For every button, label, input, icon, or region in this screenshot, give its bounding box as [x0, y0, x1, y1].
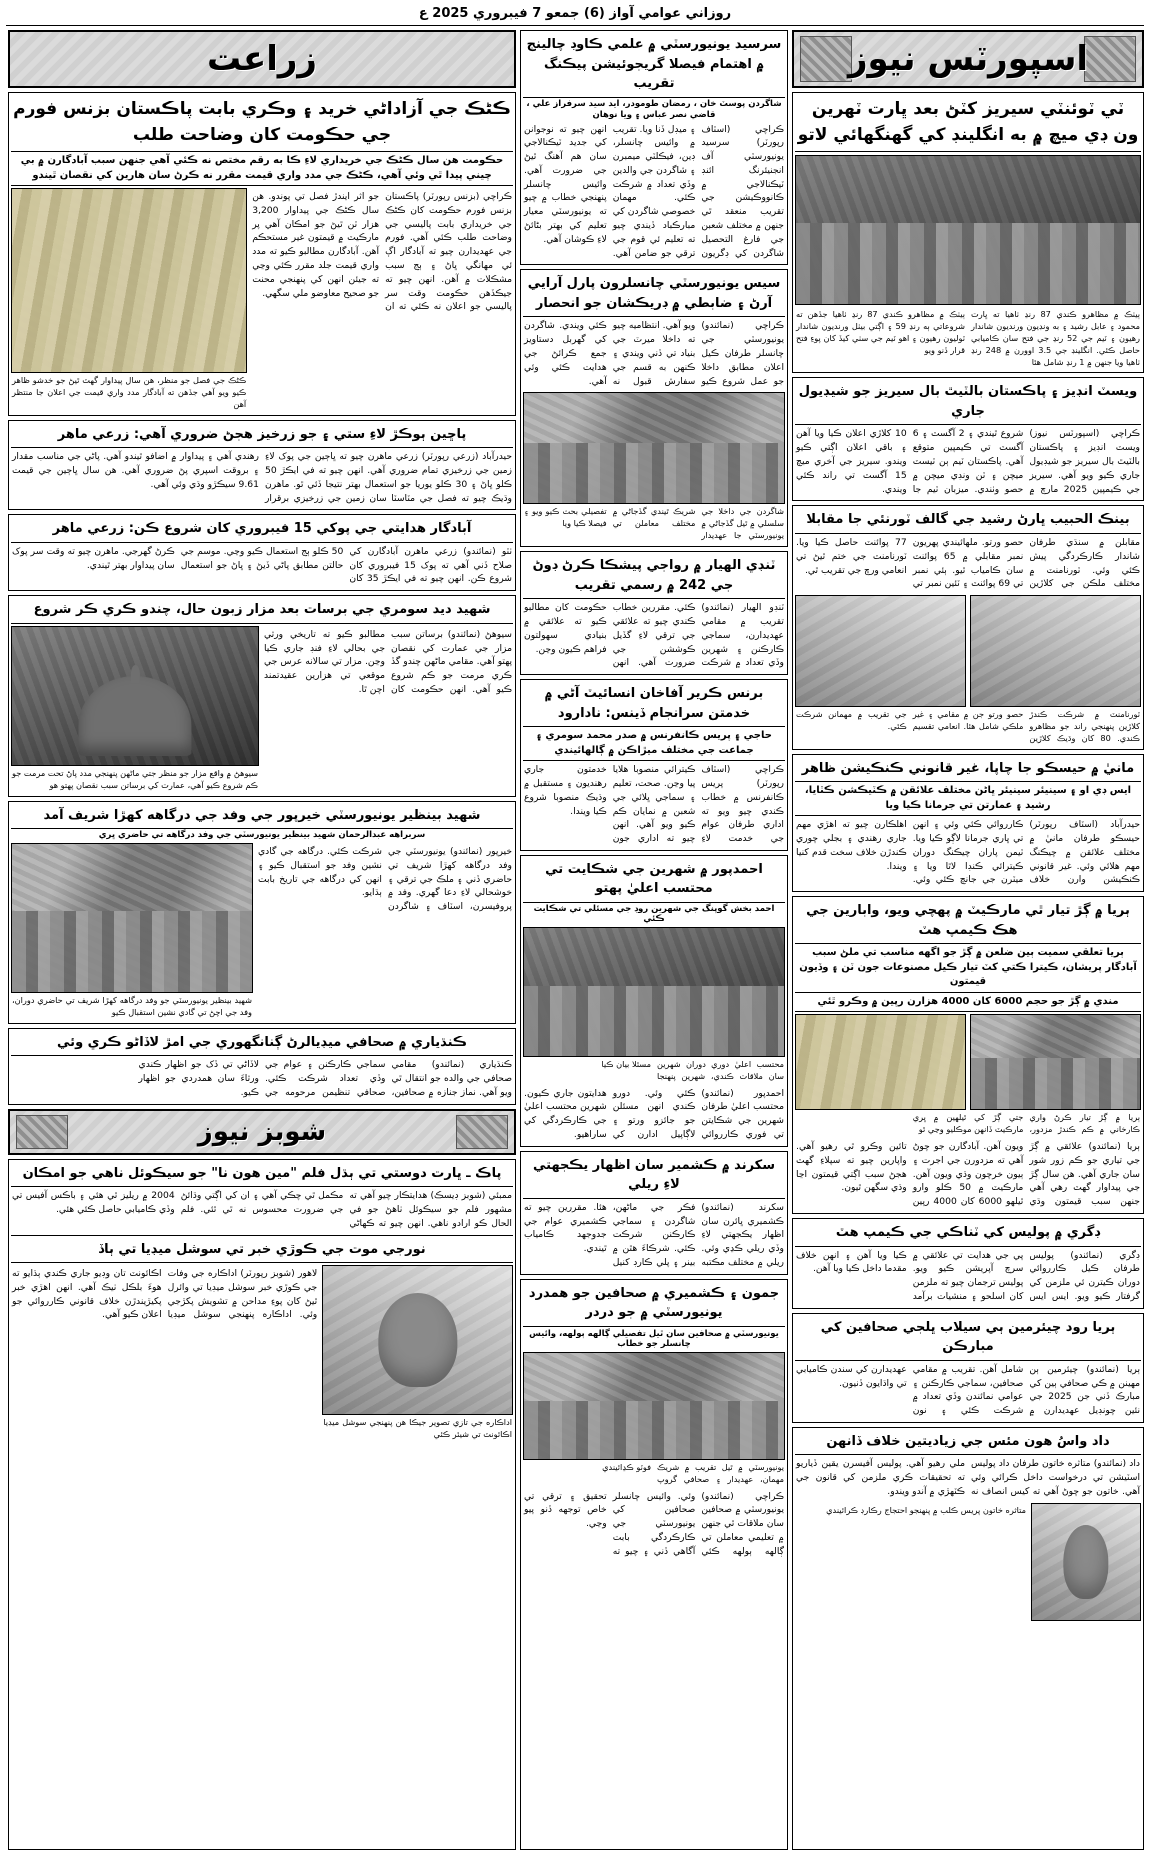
sowing-body: ٺٽو (نمائندو) زرعي ماهرن آبادگارن کي صلاح ڏني آهي ته پوک 15 فيبروري کان شروع ڪن. انهن چيو ته في ايڪڙ 35 کان 50 ڪلو ٻج استعمال ڪيو وڃي. موسم جي حالتن مطابق پاڻي ڏيڻ ۽ ڀاڻ جو استعمال ڪرڻ گهرجي. ماهرن چيو ته وقت سر پوک سان پيداوار بهتر ٿيندي.: [12, 545, 512, 585]
degri-police-article: [792, 1218, 1144, 1309]
ombudsman-article: [520, 855, 788, 1147]
hesco-subhead: ايس ڊي او ۽ سينيئر سينيئر ڀاڻن مختلف علائقن ۾ ڪٽيڪشن ڪٽايا، رشيد ۽ عمارتن تي جرمانا ڪيا ويا: [795, 782, 1141, 816]
sports-series-article: [792, 377, 1144, 501]
hesco-article: [792, 754, 1144, 892]
jaggery-caption: ٻريا ۾ ڳڙ تيار ڪرڻ واري ڪارخاني ۾ ڪم ڪندڙ مزدور، جتي ڳڙ کي ٿيلهين ۾ ڀري مارڪيٽ ڏانهن موڪليو وڃي ٿو: [912, 1112, 1140, 1135]
sports-lead-article: [792, 92, 1144, 373]
photo-figures: [796, 223, 1140, 304]
dome-shape: [78, 676, 191, 756]
sirsyed-byline: شاگردن پوسٽ خان ، رمضان طومودر، ايد سيد سرفراز علي ، قاضي نصر عباس ۽ ويا نوهان: [526, 98, 782, 120]
hamdard-byline: يونيورسٽي ۾ صحافين سان ٿيل تفصيلي ڳالهه ٻولهه، وائيس چانسلر جو خطاب: [529, 1328, 779, 1349]
woman-portrait-photo: [1031, 1503, 1141, 1621]
golf-body: مقابلن ۾ سنڌي طرفان شاندار ڪارڪردگي پيش ڪئي وئي. ٽورنامنٽ ۾ مختلف ملڪن جي کلاڙين حصو ورتو. ملهائيندي پهريون نمبر مقابلي ۾ 65 پوائنٽ سان ڪامياب ٿيو. ٻئي نمبر تي 69 پوائنٽ ۽ ٽئين نمبر تي 77 پوائنٽ حاصل ڪيا ويا. ٽورنامنٽ جي ختم ٿيڻ تي انعامي ورڇ جي تقريب ٿي.: [796, 536, 1140, 590]
showbiz-ornament-right: [456, 1115, 508, 1149]
golf-photo-right: [795, 595, 966, 707]
showbiz-section: [8, 1159, 516, 1850]
burns-road-headline: برنس ڪرير آفاخان انسائيٽ آڻي ۾ خدمتن سرانجام ڏينس: نادارود: [523, 682, 785, 727]
golf-headline: بينڪ الحبيب ڀارڻ رشيد جي گالف ٽورنئي جا مقابلا: [795, 508, 1141, 534]
admission-article: [520, 269, 788, 547]
vegetables-body: حيدرآباد (زرعي رپورٽر) زرعي ماهرن چيو ته ڀاڄين جي پوک لاءِ زمين جي زرخيزي تمام ضروري آهي. انهن چيو ته في ايڪڙ 50 ڪلو ڀاڻ ۽ 30 ڪلو يوريا جو استعمال بهتر نتيجا ڏئي ٿو. ماهرن وڌيڪ چيو ته فصل جي مٽاسٽا سان زمين جي زرخيزي برقرار رهندي آهي ۽ پيداوار ۾ اضافو ٿيندو آهي. پاڻي جي مناسب مقدار ۽ بروقت اسپري پڻ ضروري آهي. هن سال ڀاڄين جي قيمت 9.61 سيڪڙو وڌي وئي آهي.: [12, 451, 512, 504]
ombudsman-photo-figures: [524, 986, 784, 1056]
kashmir-rally-article: [520, 1151, 788, 1275]
jaggery-body: ٻريا (نمائندو) علائقي ۾ ڳڙ جي تياري جو ڪم زور شور سان جاري آهي. هن سال ڳڙ جي پيداوار گهٽ رهي آهي جنهن سبب قيمتون وڌي ويون آهن. آبادگارن جو چوڻ آهي ته مزدورن جي اجرت ۽ ٻيون خرچون وڌي ويون آهن. مارڪيٽ ۾ 50 ڪلو وارو ٿيلهو 6000 کان 4000 رپين تائين وڪرو ٿي رهيو آهي. واپارين چيو ته سپلاءِ گهٽ هجڻ سبب اڳتي قيمتون اڃا وڌي سگهن ٿيون.: [796, 1141, 1140, 1208]
sports-banner-title: اسپورٽس نيوز: [847, 39, 1089, 79]
delegation-byline: سربراهه عبدالرحمان شهيد بينظير يونيورسٽي جي وفد درگاهه تي حاضري ڀري: [98, 830, 426, 841]
wheat-texture: [12, 189, 246, 372]
sports-lead-caption-left: ٻيٺڪ ۾ مظاهرو ڪندي 87 رنڍ ٺاهيا ته ڀارت محمود ۽ عابل رشيد ۽ به ونڊيون ورنديون شاندار رهيون ۽ ٽيم جي 52 رنڍ جي فتح سان ڪاميابي حاصل ڪئي. انگلينڊ جي 3.5 اوورن ۾ 248 رنڍ ٺاهيا ويا جنهن ۾ 1 رنڍ شامل هئا: [971, 309, 1140, 367]
group-photo-figures: [524, 1401, 784, 1459]
obituary-article: [8, 1028, 516, 1105]
page-columns: [6, 30, 1144, 1850]
tando-allahyar-headline: ٽنڊي الهيار ۾ رواجي پيشڪا ڪرڻ ڊوڻ جي 242 ۾ رسمي تقريب: [523, 554, 785, 599]
agriculture-column: [8, 30, 516, 1850]
meeting-photo-figures: [524, 443, 784, 504]
burns-road-subhead: حاجي ۽ پريس ڪانفرنس ۾ صدر محمد سومري ۽ جماعت جي مختلف ميڙاڪن ۾ ڳالهائيندي: [523, 727, 785, 761]
delegation-photo: [11, 843, 253, 993]
meeting-caption: شاگردن جي داخلا جي سلسلي ۾ ٿيل گڏجاڻي ۾ يونيورسٽي جا عهديدار شريڪ ٿيندي گڏجاڻي ۾ مختلف معاملن تي تفصيلي بحث ڪيو ويو ۽ فيصلا ڪيا ويا: [524, 506, 784, 541]
golf-photo-left: [970, 595, 1141, 707]
shrine-photo: [11, 626, 259, 766]
jaggery-photo-figures: [971, 1058, 1140, 1110]
sports-series-headline: ويسٽ انڊيز ۽ پاڪستان بالٽيٿ بال سيريز جو شيڊيول جاري: [795, 380, 1141, 425]
showbiz-rumour-headline: نورجي موت جي ڪوڙي خبر تي سوشل ميڊيا تي ٻاڏ: [11, 1238, 513, 1264]
masthead: روزاني عوامي آواز (6) جمعو 7 فيبروري 2025 ع: [6, 4, 1144, 26]
showbiz-film-headline: پاڪ ـ ڀارت دوستي تي ٻڌل فلم "مين هون نا" جو سيڪوئل ناهي جو امڪان: [11, 1162, 513, 1188]
burns-road-article: [520, 679, 788, 851]
delegation-caption: شهيد بينظير يونيورسٽي جو وفد درگاهه کهڙا شريف تي حاضري دوران، وفد جي اچڻ تي گادي نشين استقبال ڪيو: [12, 995, 252, 1017]
delegation-headline: شهيد بينظير يونيورسٽي خيرپور جي وفد جي درگاهه کهڙا شريف آمد: [11, 804, 513, 830]
tando-allahyar-body: ٽنڊو الهيار (نمائندو) تقريب ۾ مقامي عهديدارن، سماجي ڪارڪنن ۽ شهرين وڏي تعداد ۾ شرڪت ڪئي. مقررين خطاب ڪندي چيو ته علائقي جي ترقي لاءِ گڏيل ڪوششن جي ضرورت آهي. انهن حڪومت کان مطالبو ڪيو ته علائقي ۾ بنيادي سهولتون فراهم ڪيون وڃن.: [524, 602, 784, 669]
obituary-body: ڪنڌياري (نمائندو) مقامي صحافي جي والده جو انتقال ٿي ويو آهي. نماز جنازه ۾ صحافين، سماجي ڪارڪنن ۽ عوام جي وڏي تعداد شرڪت ڪئي. صحافي تنظيمن مرحومه جي لاڏاڻي تي ڏک جو اظهار ڪندي ورثاءَ سان همدردي جو اظهار ڪيو.: [138, 1059, 512, 1098]
showbiz-rumour-body: لاهور (شوبز رپورٽر) اداڪاره جي وفات جي ڪوڙي خبر سوشل ميڊيا تي وائرل ٿيڻ کان پوءِ مداحن ۾ تشويش پکڙجي وئي. اداڪاره پنهنجي سوشل ميڊيا اڪائونٽ تان وڊيو جاري ڪندي ٻڌايو ته هوءَ بلڪل ٺيڪ آهي. انهن اهڙي خبر پکيڙيندڙن خلاف قانوني ڪارروائي جو اعلان ڪيو آهي.: [12, 1268, 318, 1321]
hamdard-university-article: [520, 1279, 788, 1850]
hesco-headline: مانيٰ ۾ حيسڪو جا چاپا، غير قانوني ڪنڪيشن ظاهر: [795, 757, 1141, 783]
journalists-body: ٻريا (نمائندو) چيئرمين ٻن مهينن ۾ ڪي صحافي ٻين کي مبارڪ ڏني جن 2025 جي نئين چونڊيل عهديدارن ۾ شامل آهن. تقريب ۾ مقامي صحافين، سماجي ڪارڪنن ۽ عوامي نمائندن وڏي تعداد ۾ شرڪت ڪئي ۽ نون عهديدارن کي سندن ڪاميابي تي واڌايون ڏنيون.: [796, 1363, 1140, 1417]
jaggery-photo-right: [795, 1014, 966, 1110]
complaint-caption: متاثره خاتون پريس ڪلب ۾ پنهنجو احتجاج رڪارڊ ڪرائيندي: [826, 1504, 1026, 1515]
agriculture-banner-title: زراعت: [206, 39, 318, 79]
admission-body: ڪراچي (نمائندو) يونيورسٽي جي چانسلر طرفان ڪيل اعلان مطابق داخلا جو عمل شروع ڪيو ويو آهي. انتظاميه چيو ته داخلا ميرٽ جي بنياد تي ڏني ويندي ۽ ڪنهن به قسم جي سفارش قبول نه ڪئي ويندي. شاگردن کي گهربل دستاويز جمع ڪرائڻ جي هدايت ڪئي وئي آهي.: [524, 320, 784, 387]
actress-photo: [322, 1265, 513, 1415]
ombudsman-caption: محتسب اعليٰ دوري دوران شهرين سان ملاقات ڪندي، شهرين پنهنجا مسئلا بيان ڪيا: [601, 1058, 784, 1081]
showbiz-banner-title: شوبز نيوز: [197, 1116, 327, 1147]
complaint-body: داد (نمائندو) متاثره خاتون طرفان داد پوليس اسٽيشن تي درخواست داخل ڪرائي وئي آهي. خاتون جو چوڻ آهي ته کيس انصاف نه ملي رهيو آهي. پوليس آفيسرن يقين ڏياريو ته تحقيقات ڪري ملزمن کي قانون جي ڪٽهڙي ۾ آندو ويندو.: [796, 1458, 1140, 1498]
delegation-body: خيرپور (نمائندو) يونيورسٽي جي وفد درگاهه کهڙا شريف تي حاضري ڏني ۽ ملڪ جي ترقي ۽ خوشحالي لاءِ دعا گهري. وفد ۾ پروفيسرن، اسٽاف ۽ شاگردن شرڪت ڪئي. درگاهه جي گادي نشين وفد جو استقبال ڪيو ۽ انهن کي درگاهه جي تاريخ بابت ٻڌايو.: [257, 846, 512, 913]
showbiz-film-body: ممبئي (شوبز ڊيسڪ) هدايتڪار چيو آهي ته مشهور فلم جو سيڪوئل ٺاهڻ جو في الحال ڪو ارادو ناهي. انهن چيو ته ڪهاڻي مڪمل ٿي چڪي آهي ۽ ان کي اڳتي وڌائڻ جي ضرورت محسوس نه ٿي ٿئي. فلم 2004 ۾ ريليز ٿي هئي ۽ باڪس آفيس تي وڏي ڪاميابي حاصل ڪئي هئي.: [12, 1190, 512, 1229]
complaint-headline: داد واسُ هون مئس جي زياديتين خلاف ڏانهن: [795, 1430, 1141, 1456]
complaint-article: [792, 1427, 1144, 1850]
wheat-field-photo: [11, 188, 247, 373]
sports-lead-caption-right: ٻيٺڪ ۾ مظاهرو ڪندي 87 رنڍ ٺاهيا جڏهن ته شروعاتي ٻه رنڍ 59 ۽ اڳتي بيٺل ورنديون شاندار ٽوليون رهيون ۽ اهو ٽيم جي سٺي کيڏ کان پوءِ فتح قرار ڏنو ويو: [796, 309, 965, 355]
shrine-body: سيوهڻ (نمائندو) برساتن سبب مزار جي عمارت کي نقصان پهتو آهي. مقامي ماڻهن چندو گڏ ڪري مرمت جو ڪم شروع ڪيو آهي. انهن حڪومت کان مطالبو ڪيو ته تاريخي ورثي جي بحالي لاءِ فنڊ جاري ڪيا وڃن. مزار تي سالانه عرس جي موقعي تي هزارين عقيدتمند اچن ٿا.: [264, 628, 512, 695]
shrine-article: [8, 595, 516, 796]
jaggery-headline: ٻريا ۾ ڳڙ تيار ٿي مارڪيٽ ۾ پهچي ويو، وابارين جي هڪ ڪيمپ هٽ: [795, 899, 1141, 944]
jaggery-subhead-2: مندي ۾ ڳڙ جو حجم 6000 کان 4000 هزارن رپين ۾ وڪرو ٿئي: [795, 993, 1141, 1013]
ombudsman-byline: احمد بخش گوپنگ جي شهرين روڊ جي مسئلي تي شڪايت ڪئي: [533, 903, 775, 924]
jaggery-photo-left: [970, 1014, 1141, 1110]
journalists-headline: ٻريا رود چيئرمين ٻي سيلاب ڀلجي صحافين کي مبارڪن: [795, 1316, 1141, 1361]
delegation-article: [8, 801, 516, 1024]
sirsyed-headline: سرسيد يونيورسٽي ۾ علمي ڪاوڊ چالينج ۾ اهتمام فيصلا گريجوئيشن پيڪنگ تقريب: [523, 33, 785, 98]
meeting-photo: [523, 392, 785, 504]
portrait-shape: [1063, 1525, 1108, 1599]
middle-column: [520, 30, 788, 1850]
wheat-headline: ڪڻڪ جي آزاداڻي خريد ۽ وڪري بابت پاڪستان بزنس فورم جي حڪومت کان وضاحت طلب: [11, 95, 513, 152]
golf-caption: ٽورنامنٽ ۾ شرڪت ڪندڙ کلاڙين پنهنجي راند جو مظاهرو ڪندي. 80 کان وڌيڪ کلاڙين حصو ورتو جن ۾ مقامي ۽ غير ملڪي شامل هئا. انعامي تقسيم جي تقريب ۾ مهمانن شرڪت ڪئي.: [796, 709, 1140, 743]
sowing-headline: آبادگار هدايتي جي پوکي 15 فيبروري کان شروع ڪن: زرعي ماهر: [11, 517, 513, 543]
sports-series-body: ڪراچي (اسپورٽس نيوز) ويسٽ انڊيز ۽ پاڪستان بالٽيٿ بال سيريز جو شيڊيول جاري ڪيو ويو آهي. سيريز جي ڪيمپين 2025 مارچ ۾ شروع ٿيندي ۽ 2 آگسٽ ۽ 6 آگسٽ تي ڪيمپين متوقع آهي. پاڪستان ٽيم ٻن ٽيسٽ ميچن ۽ ٽن ونڊي ميچن ۾ حصو وٺندي. ميزبان ٽيم جا 10 کلاڙي اعلان ڪيا ويا آهن ۽ باقي اعلان اڳتي ڪيو ويندو. سيريز جي آخري ميچ 15 آگسٽ تي راند ڪئي ويندي.: [796, 428, 1141, 495]
tando-allahyar-article: [520, 551, 788, 675]
wheat-caption: ڪڻڪ جي فصل جو منظر، هن سال پيداوار گهٽ ٿيڻ جو خدشو ظاهر ڪيو ويو آهي جڏهن ته آبادگار مدد واري قيمت جي اعلان جا منتظر آهن: [12, 375, 247, 409]
vegetables-headline: پاڇين ٻوڪڙ لاءِ ستي ۽ جو زرخيز هجڻ ضروري آهي: زرعي ماهر: [11, 423, 513, 449]
hesco-body: حيدرآباد (اسٽاف رپورٽر) حيسڪو طرفان مانيٰ ۾ مختلف علائقن ۾ چيڪنگ مهم هلائي وئي. غير قانوني ڪنڪيشن وارن خلاف ڪارروائي ڪئي وئي ۽ انهن تي ڀاري جرمانا لاڳو ڪيا ويا. ٽيمن پاران چيڪنگ دوران ڪيترائي ڪنڊا لاٿا ويا ۽ ميٽرن جي جانچ ڪئي وئي. اهلڪارن چيو ته اهڙي مهم جاري رهندي ۽ بجلي چوري ڪندڙن خلاف سخت قدم کنيا ويندا.: [796, 819, 1140, 886]
cricket-photo: [795, 155, 1141, 305]
sports-column: [792, 30, 1144, 1850]
kashmir-rally-headline: سکرند ۾ ڪشمير سان اظهار يڪجهتي لاءِ ريلي: [523, 1154, 785, 1199]
agriculture-banner: [8, 30, 516, 88]
sports-lead-headline: ٽي ٽوئنٽي سيريز کٽڻ بعد ڀارت ٽهرين ون ڊي ميچ ۾ به انگلينڊ کي گهنگهائي لاتو: [795, 95, 1141, 152]
group-photo: [523, 1352, 785, 1460]
hamdard-body: ڪراچي (نمائندو) يونيورسٽي ۾ صحافين سان ملاقات ٿي جنهن ۾ تعليمي معاملن تي ڳالهه ٻولهه ڪئي وئي. وائيس چانسلر صحافين کي يونيورسٽي جي ڪارڪردگي بابت آگاهي ڏني ۽ چيو ته تحقيق ۽ ترقي تي خاص توجهه ڏنو پيو وڃي.: [524, 1490, 784, 1557]
jaggery-article: [792, 896, 1144, 1214]
obituary-headline: ڪنڌياري ۾ صحافي ميڊيالرڻ ڳنانگهوري جي امڙ لاڏاڻو ڪري وئي: [11, 1031, 513, 1057]
ombudsman-headline: احمدپور ۾ شهرين جي شڪايت تي محتسب اعليٰ پهتو: [523, 858, 785, 903]
degri-police-headline: ڊگري ۾ پوليس کي ٽناڪي جي ڪيمپ هٽ: [795, 1221, 1141, 1247]
wheat-body: ڪراچي (بزنس رپورٽر) پاڪستان بزنس فورم حڪومت کان ڪڻڪ جي خريداري بابت پاليسي جي وضاحت طلب ڪئي آهي. فورم جي عهديدارن چيو ته آبادگار اڳ ئي مهانگي ڀاڻ ۽ ٻج سبب مشڪلات ۾ آهن. انهن چيو ته جيڪڏهن حڪومت وقت سر پاليسي جو اعلان نه ڪئي ته ان جو اثر ايندڙ فصل تي پوندو. هن سال ڪڻڪ جي پيداوار 3,200 هزار ٽن ٿيڻ جو امڪان آهي پر مارڪيٽ ۾ قيمتون غير مستحڪم آهن. آبادگارن مطالبو ڪيو ته مدد واري قيمت جلد مقرر ڪئي وڃي ته جيئن انهن کي پنهنجي محنت جو صحيح معاوضو ملي سگهي.: [252, 191, 512, 313]
actress-portrait-shape: [378, 1293, 457, 1388]
jaggery-subhead: ٻريا تعلقي سميت ٻين ضلعن ۾ ڳڙ جو اگهه مناسب تي ملڻ سبب آبادگار پريشان، ڪيترا ڪتي کٽ تيار ڪيل مصنوعات جون ٽن ۽ وڏيون قيمتون: [795, 944, 1141, 993]
sowing-article: [8, 514, 516, 591]
actress-caption: اداڪاره جي تازي تصوير جيڪا هن پنهنجي سوشل ميڊيا اڪائونٽ تي شيئر ڪئي: [323, 1417, 512, 1439]
shrine-caption: سيوهڻ ۾ واقع مزار جو منظر جتي ماڻهن پنهنجي مدد پاڻ تحت مرمت جو ڪم شروع ڪيو آهي، عمارت کي برساتن سبب نقصان پهتو هو: [12, 767, 258, 790]
showbiz-divider: [11, 1235, 513, 1236]
golf-article: [792, 505, 1144, 749]
showbiz-ornament-left: [16, 1115, 68, 1149]
group-photo-caption: يونيورسٽي ۾ ٿيل تقريب ۾ شريڪ مهمان، عهديدار ۽ صحافي گروپ فوٽو ڪڍائيندي: [602, 1461, 784, 1484]
journalists-article: [792, 1313, 1144, 1423]
hamdard-headline: جمون ۽ ڪشميري ۾ صحافين جو همدرد يونيورسٽي ۾ جو دردر: [523, 1282, 785, 1327]
admission-headline: سيس يونيورسٽي چانسلرون پارل آرايي آرڻ ۽ ضابطي ۾ ڊريڪشان جو انحصار: [523, 272, 785, 317]
degri-police-body: ڊگري (نمائندو) پوليس طرفان ڪيل ڪارروائي دوران ڪيترن ئي ملزمن کي گرفتار ڪيو ويو. ايس ايس پي جي هدايت تي علائقي ۾ سرچ آپريشن ڪيو ويو. پوليس ترجمان چيو ته ملزمن کان اسلحو ۽ منشيات برآمد ڪيا ويا آهن ۽ انهن خلاف مقدما داخل ڪيا ويا آهن.: [796, 1249, 1140, 1302]
sports-banner: [792, 30, 1144, 88]
sirsyed-article: [520, 30, 788, 265]
delegation-photo-figures: [12, 911, 252, 992]
kashmir-rally-body: سکرند (نمائندو) ڪشميري ڀائرن سان اظهار يڪجهتي لاءِ وڏي ريلي ڪڍي وئي. ريلي ۾ مختلف مڪتبه فڪر جي ماڻهن، شاگردن ۽ سماجي ڪارڪنن شرڪت ڪئي. شرڪاءَ هٿن ۾ بينر ۽ پلي ڪارڊ کنيل هئا. مقررين چيو ته ڪشميري عوام جي جدوجهد ڪامياب ٿيندي.: [524, 1201, 784, 1269]
shrine-headline: شهيد ديد سومري جي برسات بعد مزار زبون حال، چندو ڪري ڪر شروع: [11, 598, 513, 624]
sirsyed-body: ڪراچي (اسٽاف رپورٽر) سرسيد يونيورسٽي آف انجنيئرنگ ائنڊ ٽيڪنالاجي ۾ ڪانووڪيشن جي تقريب منعقد ٿي جنهن ۾ مختلف شعبن جي فارغ التحصيل شاگردن کي ڊگريون ۽ ميڊل ڏنا ويا. تقريب ۾ وائيس چانسلر، ڊين، فيڪلٽي ميمبرن ۽ شاگردن جي والدين وڏي تعداد ۾ شرڪت ڪئي. مهمان خصوصي شاگردن کي مبارڪباد ڏيندي چيو ته تعليم ئي قوم جي ترقي جو ضامن آهي. انهن چيو ته نوجوانن کي جديد ٽيڪنالاجي سان هم آهنگ ٿيڻ جي ضرورت آهي. وائيس چانسلر پنهنجي خطاب ۾ چيو ته يونيورسٽي معيار تعليم کي بهتر بڻائڻ لاءِ ڪوشان آهي.: [524, 123, 784, 259]
wheat-lead-article: [8, 92, 516, 416]
banner-ornament-left: [800, 36, 852, 82]
showbiz-banner: [8, 1109, 516, 1155]
jaggery-photo-texture: [796, 1015, 965, 1109]
banner-ornament-right: [1084, 36, 1136, 82]
vegetables-article: [8, 420, 516, 511]
ombudsman-body: احمدپور (نمائندو) محتسب اعليٰ طرفان شهرين جي شڪايتن تي فوري ڪارروائي ڪئي وئي. دورو ڪندي انهن مسئلن جو جائزو ورتو ۽ لاڳاپيل ادارن کي هدايتون جاري ڪيون. شهرين محتسب اعليٰ جي ڪارڪردگي کي ساراهيو.: [524, 1087, 784, 1141]
wheat-subhead: حڪومت هن سال ڪڻڪ جي خريداري لاءِ ڪا به رقم مختص نه ڪئي آهي جنهن سبب آبادگارن ۾ بي چيني پيدا ٿي وئي آهي، ڪڻڪ جي مدد واري قيمت مقرر نه ڪرڻ سان هارين کي نقصان ٿيندو: [11, 152, 513, 186]
ombudsman-photo: [523, 927, 785, 1057]
burns-road-body: ڪراچي (اسٽاف رپورٽر) پريس ڪانفرنس ۾ خطاب ڪندي چيو ويو ته اداري طرفان عوام جي خدمت لاءِ ڪيترائي منصوبا هلايا پيا وڃن. صحت، تعليم ۽ سماجي ڀلائي جي شعبن ۾ نمايان ڪم ڪيو ويو آهي. انهن چيو ته اداري جون خدمتون جاري رهنديون ۽ مستقبل ۾ وڌيڪ منصوبا شروع ڪيا ويندا.: [524, 764, 784, 845]
